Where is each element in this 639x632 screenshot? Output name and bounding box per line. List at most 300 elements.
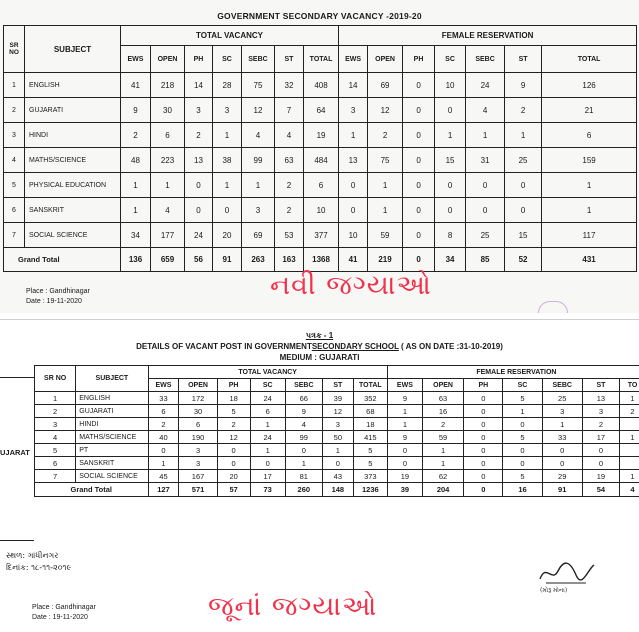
vacancy-cell: 415: [353, 431, 387, 444]
form-number-text: પત્રક - 1: [305, 331, 334, 340]
vacancy-cell: 3: [185, 98, 213, 123]
vacancy-col-header: SC: [250, 379, 285, 392]
female-col-header: SEBC: [542, 379, 582, 392]
female-col-header: EWS: [339, 46, 368, 73]
place-line: Place : Gandhinagar: [26, 288, 90, 295]
vacancy-cell: 177: [151, 223, 185, 248]
vacancy-cell: 1: [151, 173, 185, 198]
vacancy-col-header: EWS: [148, 379, 179, 392]
vacancy-cell: 0: [322, 457, 353, 470]
vacancy-cell: 5: [353, 457, 387, 470]
vacancy-cell: 9: [285, 405, 322, 418]
female-cell: 117: [542, 223, 637, 248]
female-cell: 0: [464, 457, 503, 470]
vacancy-cell: 1: [121, 173, 151, 198]
female-cell: 13: [339, 148, 368, 173]
subject-cell: MATHS/SCIENCE: [76, 431, 148, 444]
female-cell: 10: [339, 223, 368, 248]
old-vacancy-panel: [0, 313, 639, 632]
vacancy-cell: 2: [275, 173, 304, 198]
vacancy-col-header: PH: [185, 46, 213, 73]
vacancy-cell: 50: [322, 431, 353, 444]
medium-heading: MEDIUM : GUJARATI: [279, 353, 360, 362]
table-row: [4, 148, 637, 173]
decorative-swirl-icon: [538, 301, 568, 313]
female-cell: 3: [339, 98, 368, 123]
sr-no-cell: 4: [4, 148, 25, 173]
female-cell: 0: [503, 457, 542, 470]
district-label: UJARAT: [0, 448, 30, 457]
grand-total-female-cell: 85: [466, 248, 505, 272]
vacancy-cell: 34: [121, 223, 151, 248]
female-cell: 1: [503, 405, 542, 418]
table-row: [35, 405, 639, 418]
vacancy-cell: 24: [250, 392, 285, 405]
vacancy-cell: 3: [179, 444, 217, 457]
vacancy-cell: 167: [179, 470, 217, 483]
female-cell: 25: [466, 223, 505, 248]
table-row: [35, 431, 639, 444]
female-cell: 1: [339, 123, 368, 148]
female-cell: 5: [503, 470, 542, 483]
vacancy-cell: 2: [275, 198, 304, 223]
female-cell: 159: [542, 148, 637, 173]
female-cell: 1: [542, 418, 582, 431]
subject-header: SUBJECT: [25, 26, 121, 73]
vacancy-cell: 377: [304, 223, 339, 248]
panel-divider: [0, 319, 639, 320]
vacancy-cell: 10: [304, 198, 339, 223]
vacancy-cell: 7: [275, 98, 304, 123]
table-row: [4, 173, 637, 198]
table-row: [4, 98, 637, 123]
details-heading: [0, 342, 639, 351]
female-cell: 0: [464, 431, 503, 444]
female-cell: 1: [466, 123, 505, 148]
female-cell: 2: [422, 418, 463, 431]
subject-cell: SANSKRIT: [76, 457, 148, 470]
female-cell: 2: [582, 418, 619, 431]
female-col-header: PH: [403, 46, 435, 73]
vacancy-cell: 28: [213, 73, 242, 98]
female-col-header: EWS: [387, 379, 422, 392]
vacancy-cell: 19: [304, 123, 339, 148]
grand-total-female-cell: 41: [339, 248, 368, 272]
female-cell: 1: [619, 392, 639, 405]
subject-cell: MATHS/SCIENCE: [25, 148, 121, 173]
female-cell: 0: [403, 123, 435, 148]
female-cell: 24: [466, 73, 505, 98]
female-cell: 69: [368, 73, 403, 98]
female-cell: 2: [368, 123, 403, 148]
female-cell: 9: [387, 431, 422, 444]
vacancy-cell: 12: [242, 98, 275, 123]
female-cell: 0: [503, 418, 542, 431]
date-line: Date : 19-11-2020: [26, 298, 82, 305]
female-cell: 0: [466, 198, 505, 223]
grand-total-female-cell: 431: [542, 248, 637, 272]
grand-total-vacancy-cell: 73: [250, 483, 285, 497]
grand-total-row: [35, 483, 639, 497]
grand-total-female-cell: 52: [505, 248, 542, 272]
vacancy-cell: 24: [185, 223, 213, 248]
vacancy-cell: 32: [275, 73, 304, 98]
female-cell: 1: [368, 198, 403, 223]
vacancy-cell: 0: [185, 173, 213, 198]
female-cell: 0: [466, 173, 505, 198]
sr-no-cell: 2: [4, 98, 25, 123]
female-cell: 62: [422, 470, 463, 483]
female-cell: 25: [505, 148, 542, 173]
vacancy-col-header: OPEN: [179, 379, 217, 392]
table-row: [35, 444, 639, 457]
female-cell: 17: [582, 431, 619, 444]
vacancy-cell: 30: [151, 98, 185, 123]
vacancy-col-header: SC: [213, 46, 242, 73]
sr-no-cell: 6: [4, 198, 25, 223]
grand-total-label: Grand Total: [4, 248, 121, 272]
sr-no-cell: 6: [35, 457, 76, 470]
female-cell: 1: [619, 470, 639, 483]
vacancy-cell: 45: [148, 470, 179, 483]
female-cell: 14: [339, 73, 368, 98]
sr-no-cell: 5: [4, 173, 25, 198]
gujarati-place-date: [6, 550, 71, 574]
vacancy-cell: 20: [217, 470, 250, 483]
female-cell: [619, 457, 639, 470]
vacancy-cell: 6: [151, 123, 185, 148]
vacancy-cell: 75: [242, 73, 275, 98]
female-cell: 21: [542, 98, 637, 123]
female-col-header: OPEN: [422, 379, 463, 392]
female-cell: 10: [435, 73, 466, 98]
subject-cell: SOCIAL SCIENCE: [25, 223, 121, 248]
vacancy-cell: 2: [148, 418, 179, 431]
vacancy-cell: 38: [213, 148, 242, 173]
female-cell: 0: [403, 148, 435, 173]
vacancy-cell: 0: [217, 457, 250, 470]
grand-total-vacancy-cell: 571: [179, 483, 217, 497]
vacancy-cell: 64: [304, 98, 339, 123]
subject-cell: PHYSICAL EDUCATION: [25, 173, 121, 198]
vacancy-cell: 20: [213, 223, 242, 248]
vacancy-cell: 6: [148, 405, 179, 418]
vacancy-cell: 3: [179, 457, 217, 470]
grand-total-female-cell: 0: [464, 483, 503, 497]
vacancy-cell: 1: [242, 173, 275, 198]
vacancy-cell: 2: [217, 418, 250, 431]
vacancy-cell: 1: [213, 173, 242, 198]
subject-cell: GUJARATI: [25, 98, 121, 123]
female-cell: 0: [464, 418, 503, 431]
female-cell: 0: [464, 392, 503, 405]
female-cell: 29: [542, 470, 582, 483]
grand-total-female-cell: 54: [582, 483, 619, 497]
vacancy-cell: 1: [121, 198, 151, 223]
female-cell: 0: [464, 405, 503, 418]
sr-no-header: SR NO: [4, 26, 25, 73]
female-cell: 4: [466, 98, 505, 123]
vacancy-cell: 33: [148, 392, 179, 405]
old-vacancy-table: [34, 365, 639, 497]
grand-total-vacancy-cell: 57: [217, 483, 250, 497]
table-row: [35, 418, 639, 431]
female-cell: 19: [582, 470, 619, 483]
vacancy-col-header: SEBC: [285, 379, 322, 392]
sr-no-cell: 3: [4, 123, 25, 148]
female-cell: 15: [505, 223, 542, 248]
subject-cell: HINDI: [25, 123, 121, 148]
subject-cell: SOCIAL SCIENCE: [76, 470, 148, 483]
grand-total-female-cell: 34: [435, 248, 466, 272]
vacancy-cell: 6: [250, 405, 285, 418]
grand-total-vacancy-cell: 659: [151, 248, 185, 272]
vacancy-cell: 12: [322, 405, 353, 418]
vacancy-cell: 6: [304, 173, 339, 198]
female-cell: 1: [422, 457, 463, 470]
vacancy-col-header: TOTAL: [353, 379, 387, 392]
vacancy-cell: 5: [217, 405, 250, 418]
female-cell: 0: [387, 457, 422, 470]
female-cell: 1: [422, 444, 463, 457]
table-row: [35, 457, 639, 470]
female-cell: 1: [542, 198, 637, 223]
vacancy-cell: 48: [121, 148, 151, 173]
female-cell: 12: [368, 98, 403, 123]
sr-no-cell: 4: [35, 431, 76, 444]
vacancy-cell: 190: [179, 431, 217, 444]
vacancy-cell: 0: [250, 457, 285, 470]
female-col-header: OPEN: [368, 46, 403, 73]
female-cell: 0: [403, 98, 435, 123]
female-col-header: PH: [464, 379, 503, 392]
subject-cell: HINDI: [76, 418, 148, 431]
female-cell: 0: [403, 73, 435, 98]
gujarati-date: દિનાંક: ૧૮-૧૧-૨૦૧૯: [6, 563, 72, 572]
grand-total-label: Grand Total: [35, 483, 149, 497]
subject-header: SUBJECT: [76, 366, 148, 392]
vacancy-cell: 99: [242, 148, 275, 173]
vacancy-cell: 3: [322, 418, 353, 431]
vacancy-cell: 41: [121, 73, 151, 98]
female-cell: 0: [542, 444, 582, 457]
female-col-header: SEBC: [466, 46, 505, 73]
female-cell: 0: [505, 198, 542, 223]
total-vacancy-header: TOTAL VACANCY: [121, 26, 339, 46]
sr-no-cell: 1: [35, 392, 76, 405]
grand-total-female-cell: 16: [503, 483, 542, 497]
vacancy-col-header: TOTAL: [304, 46, 339, 73]
table-row: [4, 73, 637, 98]
sr-no-cell: 2: [35, 405, 76, 418]
date-line: Date : 19-11-2020: [32, 614, 88, 621]
grand-total-row: [4, 248, 637, 272]
vacancy-cell: 3: [213, 98, 242, 123]
vacancy-cell: 1: [250, 418, 285, 431]
left-divider: [0, 540, 34, 541]
vacancy-cell: 172: [179, 392, 217, 405]
vacancy-cell: 53: [275, 223, 304, 248]
vacancy-cell: 6: [179, 418, 217, 431]
vacancy-cell: 223: [151, 148, 185, 173]
place-line: Place : Gandhinagar: [32, 604, 96, 611]
female-cell: 1: [505, 123, 542, 148]
vacancy-cell: 66: [285, 392, 322, 405]
table-row: [35, 470, 639, 483]
vacancy-cell: 30: [179, 405, 217, 418]
female-cell: 0: [403, 198, 435, 223]
female-cell: 33: [542, 431, 582, 444]
table-row: [4, 223, 637, 248]
vacancy-cell: 4: [151, 198, 185, 223]
vacancy-cell: 99: [285, 431, 322, 444]
form-number: [0, 331, 639, 341]
female-col-header: ST: [505, 46, 542, 73]
grand-total-vacancy-cell: 1236: [353, 483, 387, 497]
grand-total-vacancy-cell: 91: [213, 248, 242, 272]
grand-total-vacancy-cell: 1368: [304, 248, 339, 272]
female-col-header: ST: [582, 379, 619, 392]
subject-cell: GUJARATI: [76, 405, 148, 418]
vacancy-cell: 14: [185, 73, 213, 98]
vacancy-cell: 18: [217, 392, 250, 405]
sr-no-cell: 1: [4, 73, 25, 98]
female-cell: 2: [619, 405, 639, 418]
grand-total-female-cell: 204: [422, 483, 463, 497]
vacancy-cell: 4: [285, 418, 322, 431]
female-col-header: SC: [435, 46, 466, 73]
female-cell: 0: [339, 173, 368, 198]
female-cell: 0: [464, 470, 503, 483]
female-cell: 0: [464, 444, 503, 457]
signature-icon: [536, 553, 596, 589]
female-cell: 0: [403, 223, 435, 248]
female-cell: 0: [542, 457, 582, 470]
grand-total-female-cell: 39: [387, 483, 422, 497]
vacancy-cell: 63: [275, 148, 304, 173]
vacancy-col-header: EWS: [121, 46, 151, 73]
vacancy-cell: 352: [353, 392, 387, 405]
grand-total-vacancy-cell: 56: [185, 248, 213, 272]
vacancy-cell: 4: [275, 123, 304, 148]
grand-total-female-cell: 219: [368, 248, 403, 272]
female-cell: 13: [582, 392, 619, 405]
new-vacancy-table: [3, 25, 637, 272]
vacancy-cell: 5: [353, 444, 387, 457]
female-col-header: TOTAL: [542, 46, 637, 73]
table-row: [4, 123, 637, 148]
vacancy-cell: 0: [217, 444, 250, 457]
grand-total-vacancy-cell: 136: [121, 248, 151, 272]
subject-cell: ENGLISH: [25, 73, 121, 98]
new-posts-stamp: નવી જગ્યાઓ: [270, 270, 432, 301]
vacancy-cell: 3: [242, 198, 275, 223]
table-title: GOVERNMENT SECONDARY VACANCY -2019-20: [217, 11, 422, 21]
vacancy-cell: 18: [353, 418, 387, 431]
female-cell: 19: [387, 470, 422, 483]
female-col-header: SC: [503, 379, 542, 392]
vacancy-cell: 17: [250, 470, 285, 483]
female-cell: 0: [435, 98, 466, 123]
vacancy-cell: 1: [250, 444, 285, 457]
female-cell: 31: [466, 148, 505, 173]
female-cell: 25: [542, 392, 582, 405]
details-prefix: DETAILS OF VACANT POST IN GOVERNMENT: [136, 342, 312, 351]
total-vacancy-header: TOTAL VACANCY: [148, 366, 387, 379]
female-cell: 1: [435, 123, 466, 148]
female-cell: 5: [503, 431, 542, 444]
grand-total-female-cell: 0: [403, 248, 435, 272]
vacancy-cell: 69: [242, 223, 275, 248]
female-cell: 9: [387, 392, 422, 405]
female-cell: 1: [368, 173, 403, 198]
female-cell: 6: [542, 123, 637, 148]
vacancy-cell: 68: [353, 405, 387, 418]
gujarati-place: સ્થળ: ગાંધીનગર: [6, 551, 59, 560]
vacancy-cell: 0: [185, 198, 213, 223]
female-cell: 2: [505, 98, 542, 123]
vacancy-cell: 218: [151, 73, 185, 98]
vacancy-cell: 12: [217, 431, 250, 444]
vacancy-col-header: SEBC: [242, 46, 275, 73]
vacancy-cell: 24: [250, 431, 285, 444]
female-cell: 59: [422, 431, 463, 444]
female-cell: 1: [387, 418, 422, 431]
female-reservation-header: FEMALE RESERVATION: [339, 26, 637, 46]
female-cell: 59: [368, 223, 403, 248]
female-cell: 75: [368, 148, 403, 173]
vacancy-col-header: OPEN: [151, 46, 185, 73]
vacancy-cell: 373: [353, 470, 387, 483]
subject-cell: PT: [76, 444, 148, 457]
subject-cell: ENGLISH: [76, 392, 148, 405]
female-cell: 0: [582, 444, 619, 457]
female-cell: 126: [542, 73, 637, 98]
female-cell: 63: [422, 392, 463, 405]
female-cell: 1: [387, 405, 422, 418]
sr-no-cell: 5: [35, 444, 76, 457]
vacancy-col-header: ST: [275, 46, 304, 73]
female-cell: 5: [503, 392, 542, 405]
vacancy-cell: 13: [185, 148, 213, 173]
vacancy-col-header: PH: [217, 379, 250, 392]
grand-total-vacancy-cell: 263: [242, 248, 275, 272]
vacancy-cell: 40: [148, 431, 179, 444]
vacancy-col-header: ST: [322, 379, 353, 392]
female-col-header: TO: [619, 379, 639, 392]
female-cell: 16: [422, 405, 463, 418]
vacancy-cell: 1: [148, 457, 179, 470]
female-cell: 3: [582, 405, 619, 418]
table-row: [4, 198, 637, 223]
grand-total-female-cell: 4: [619, 483, 639, 497]
grand-total-female-cell: 91: [542, 483, 582, 497]
left-divider: [0, 377, 34, 378]
sr-no-cell: 7: [35, 470, 76, 483]
female-cell: 0: [435, 198, 466, 223]
vacancy-cell: 484: [304, 148, 339, 173]
female-cell: [619, 444, 639, 457]
vacancy-cell: 408: [304, 73, 339, 98]
old-table-wrap: [34, 365, 639, 540]
female-cell: 0: [505, 173, 542, 198]
new-vacancy-panel: [0, 0, 639, 313]
female-cell: 0: [582, 457, 619, 470]
vacancy-cell: 1: [322, 444, 353, 457]
sr-no-cell: 7: [4, 223, 25, 248]
vacancy-cell: 1: [213, 123, 242, 148]
vacancy-cell: 2: [185, 123, 213, 148]
